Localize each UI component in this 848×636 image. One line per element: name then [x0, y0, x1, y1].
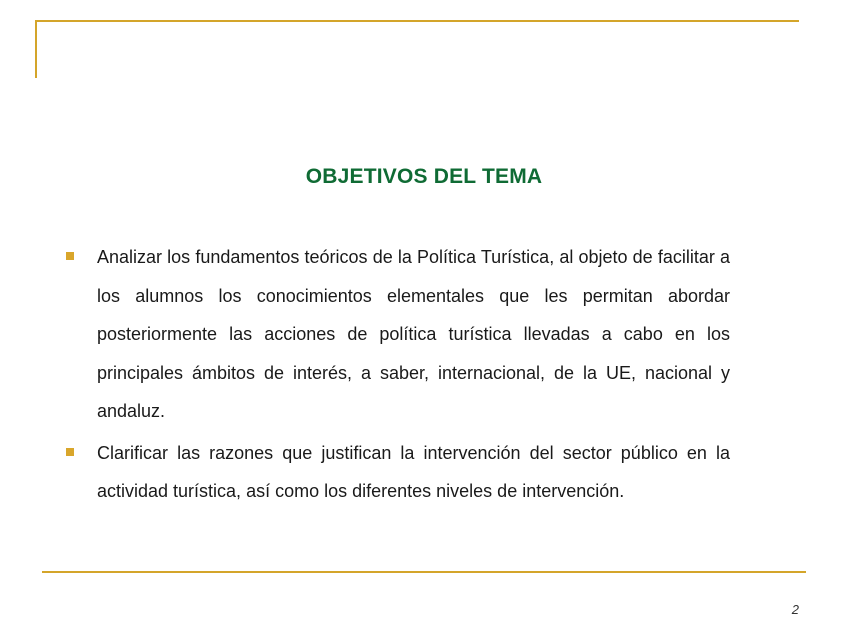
- slide-title: OBJETIVOS DEL TEMA: [305, 165, 543, 188]
- square-bullet-icon: [66, 252, 74, 260]
- objectives-list: [0, 238, 848, 514]
- left-border-line: [35, 20, 37, 78]
- list-item-text: Analizar los fundamentos teóricos de la Política Turística, al objeto de facilitar a los alumnos los conocimientos elementales que les permitan abordar posteriormente las acciones de política turística llevadas a cabo en los principales ámbitos de interés, a saber, internacional, de la UE, nacional y andaluz.: [97, 247, 730, 421]
- page-number: 2: [791, 602, 799, 617]
- bottom-border-line: [42, 571, 806, 573]
- top-border-line: [35, 20, 799, 22]
- list-item: [0, 238, 730, 431]
- square-bullet-icon: [66, 448, 74, 456]
- list-item-text: Clarificar las razones que justifican la intervención del sector público en la actividad turística, así como los diferentes niveles de intervención.: [97, 442, 730, 501]
- list-item: [0, 434, 730, 511]
